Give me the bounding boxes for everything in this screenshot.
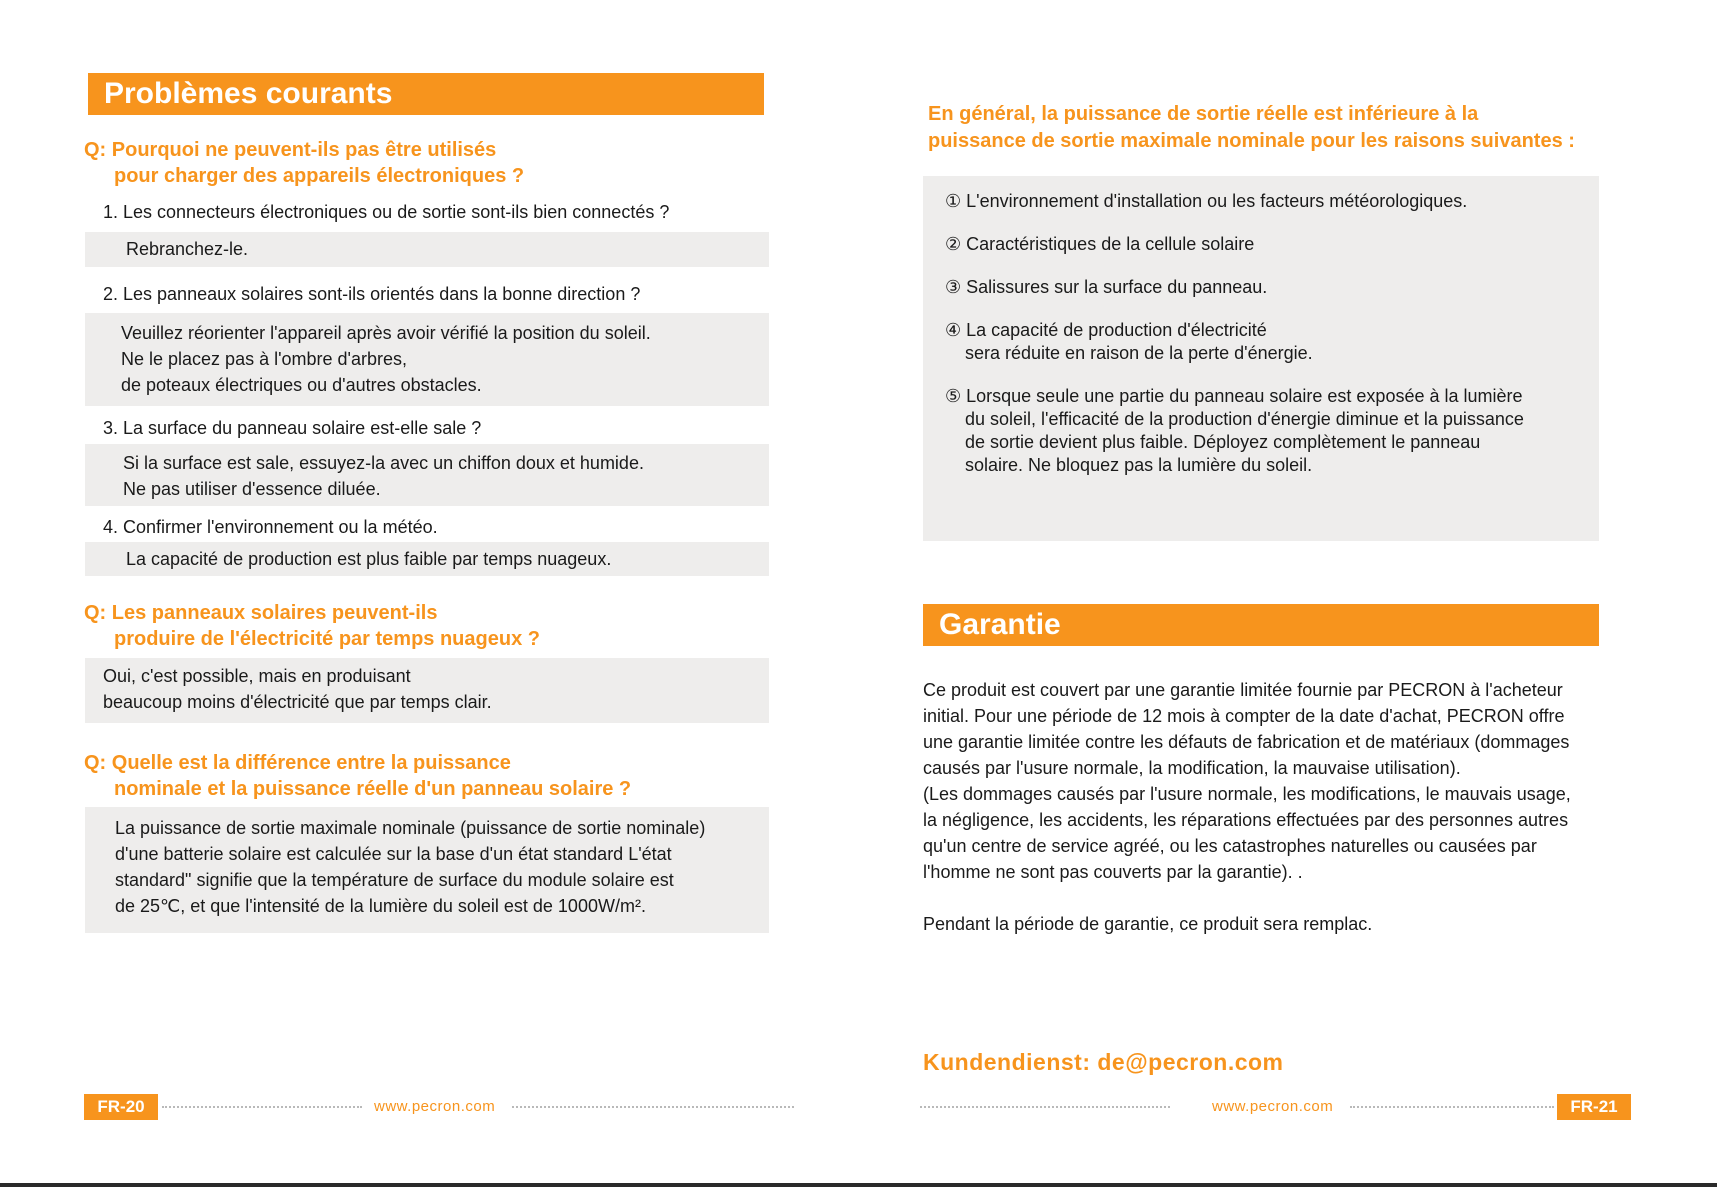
- section-heading-problemes: Problèmes courants: [88, 73, 764, 115]
- answer-box-1: [85, 232, 769, 267]
- warranty-text: [923, 677, 1571, 937]
- reason-line: de sortie devient plus faible. Déployez complètement le panneau: [965, 432, 1481, 452]
- footer-right: [858, 1094, 1717, 1120]
- answer-q2-line: Oui, c'est possible, mais en produisant: [103, 666, 411, 686]
- answer-box-q3: [85, 807, 769, 933]
- dotted-rule: [162, 1106, 362, 1108]
- warranty-line: causés par l'usure normale, la modification, la mauvaise utilisation).: [923, 758, 1461, 778]
- reason-line: du soleil, l'efficacité de la production d'énergie diminue et la puissance: [965, 409, 1524, 429]
- warranty-line: la négligence, les accidents, les réparations effectuées par des personnes autres: [923, 810, 1569, 830]
- reason-line: ⑤ Lorsque seule une partie du panneau solaire est exposée à la lumière: [945, 386, 1523, 406]
- bottom-edge-line: [0, 1183, 1717, 1187]
- website-url: www.pecron.com: [374, 1098, 496, 1115]
- right-page: [858, 0, 1717, 1187]
- item-3: 3. La surface du panneau solaire est-elle sale ?: [103, 418, 482, 438]
- answer-3-line: Si la surface est sale, essuyez-la avec un chiffon doux et humide.: [123, 453, 644, 473]
- warranty-line: qu'un centre de service agréé, ou les catastrophes naturelles ou causées par: [923, 836, 1537, 856]
- answer-box-3: [85, 444, 769, 506]
- footer-left: [0, 1094, 858, 1120]
- dotted-rule: [512, 1106, 794, 1108]
- intro-line: puissance de sortie maximale nominale pour les raisons suivantes :: [928, 130, 1575, 152]
- question-1: [84, 137, 524, 189]
- reasons-intro: [928, 101, 1575, 155]
- reason-line: ④ La capacité de production d'électricité: [945, 320, 1267, 340]
- question-2-line1: Q: Les panneaux solaires peuvent-ils: [84, 602, 438, 624]
- reason-item: [945, 385, 1599, 477]
- reason-line: ③ Salissures sur la surface du panneau.: [945, 277, 1268, 297]
- question-3-line1: Q: Quelle est la différence entre la puissance: [84, 752, 511, 774]
- question-1-line1: Q: Pourquoi ne peuvent-ils pas être utilisés: [84, 139, 497, 161]
- section-heading-garantie: Garantie: [923, 604, 1599, 646]
- answer-box-4: [85, 542, 769, 576]
- answer-box-q2: [85, 658, 769, 723]
- warranty-line: (Les dommages causés par l'usure normale, les modifications, le mauvais usage,: [923, 784, 1571, 804]
- reason-line: ② Caractéristiques de la cellule solaire: [945, 234, 1255, 254]
- answer-q3-line: La puissance de sortie maximale nominale (puissance de sortie nominale): [115, 818, 706, 838]
- reason-item: [945, 276, 1599, 299]
- website-url: www.pecron.com: [1212, 1098, 1334, 1115]
- item-2: 2. Les panneaux solaires sont-ils orientés dans la bonne direction ?: [103, 284, 641, 304]
- dotted-rule: [1350, 1106, 1554, 1108]
- reasons-box: [923, 176, 1599, 541]
- answer-q2-line: beaucoup moins d'électricité que par temps clair.: [103, 692, 492, 712]
- answer-q3-line: d'une batterie solaire est calculée sur la base d'un état standard L'état: [115, 844, 672, 864]
- answer-q3-line: standard" signifie que la température de surface du module solaire est: [115, 870, 674, 890]
- reason-item: [945, 190, 1599, 213]
- warranty-line: l'homme ne sont pas couverts par la garantie). .: [923, 862, 1303, 882]
- warranty-line: initial. Pour une période de 12 mois à compter de la date d'achat, PECRON offre: [923, 706, 1565, 726]
- dotted-rule: [920, 1106, 1170, 1108]
- page-number: FR-21: [1557, 1094, 1631, 1120]
- question-2-line2: produire de l'électricité par temps nuageux ?: [114, 628, 540, 650]
- answer-box-2: [85, 313, 769, 406]
- reason-line: solaire. Ne bloquez pas la lumière du soleil.: [965, 455, 1313, 475]
- question-3-line2: nominale et la puissance réelle d'un panneau solaire ?: [114, 778, 632, 800]
- answer-2-line: Ne le placez pas à l'ombre d'arbres,: [121, 349, 408, 369]
- reason-line: ① L'environnement d'installation ou les facteurs météorologiques.: [945, 191, 1468, 211]
- answer-2-line: de poteaux électriques ou d'autres obstacles.: [121, 375, 482, 395]
- warranty-line: une garantie limitée contre les défauts de fabrication et de matériaux (dommages: [923, 732, 1570, 752]
- warranty-line: Ce produit est couvert par une garantie limitée fournie par PECRON à l'acheteur: [923, 680, 1563, 700]
- left-page: [0, 0, 858, 1187]
- question-2: [84, 600, 540, 652]
- item-4: 4. Confirmer l'environnement ou la météo.: [103, 517, 438, 537]
- reason-item: [945, 319, 1599, 365]
- item-1: 1. Les connecteurs électroniques ou de sortie sont-ils bien connectés ?: [103, 202, 670, 222]
- intro-line: En général, la puissance de sortie réelle est inférieure à la: [928, 103, 1479, 125]
- answer-3-line: Ne pas utiliser d'essence diluée.: [123, 479, 381, 499]
- reason-item: [945, 233, 1599, 256]
- page-number: FR-20: [84, 1094, 158, 1120]
- answer-2-line: Veuillez réorienter l'appareil après avoir vérifié la position du soleil.: [121, 323, 651, 343]
- warranty-line: Pendant la période de garantie, ce produit sera remplac.: [923, 914, 1373, 934]
- customer-service-contact: Kundendienst: de@pecron.com: [923, 1049, 1284, 1075]
- question-3: [84, 750, 631, 802]
- answer-4-line: La capacité de production est plus faible par temps nuageux.: [126, 549, 612, 569]
- answer-1-line: Rebranchez-le.: [126, 239, 249, 259]
- question-1-line2: pour charger des appareils électroniques ?: [114, 165, 525, 187]
- answer-q3-line: de 25℃, et que l'intensité de la lumière du soleil est de 1000W/m².: [115, 896, 646, 916]
- reason-line: sera réduite en raison de la perte d'énergie.: [965, 343, 1313, 363]
